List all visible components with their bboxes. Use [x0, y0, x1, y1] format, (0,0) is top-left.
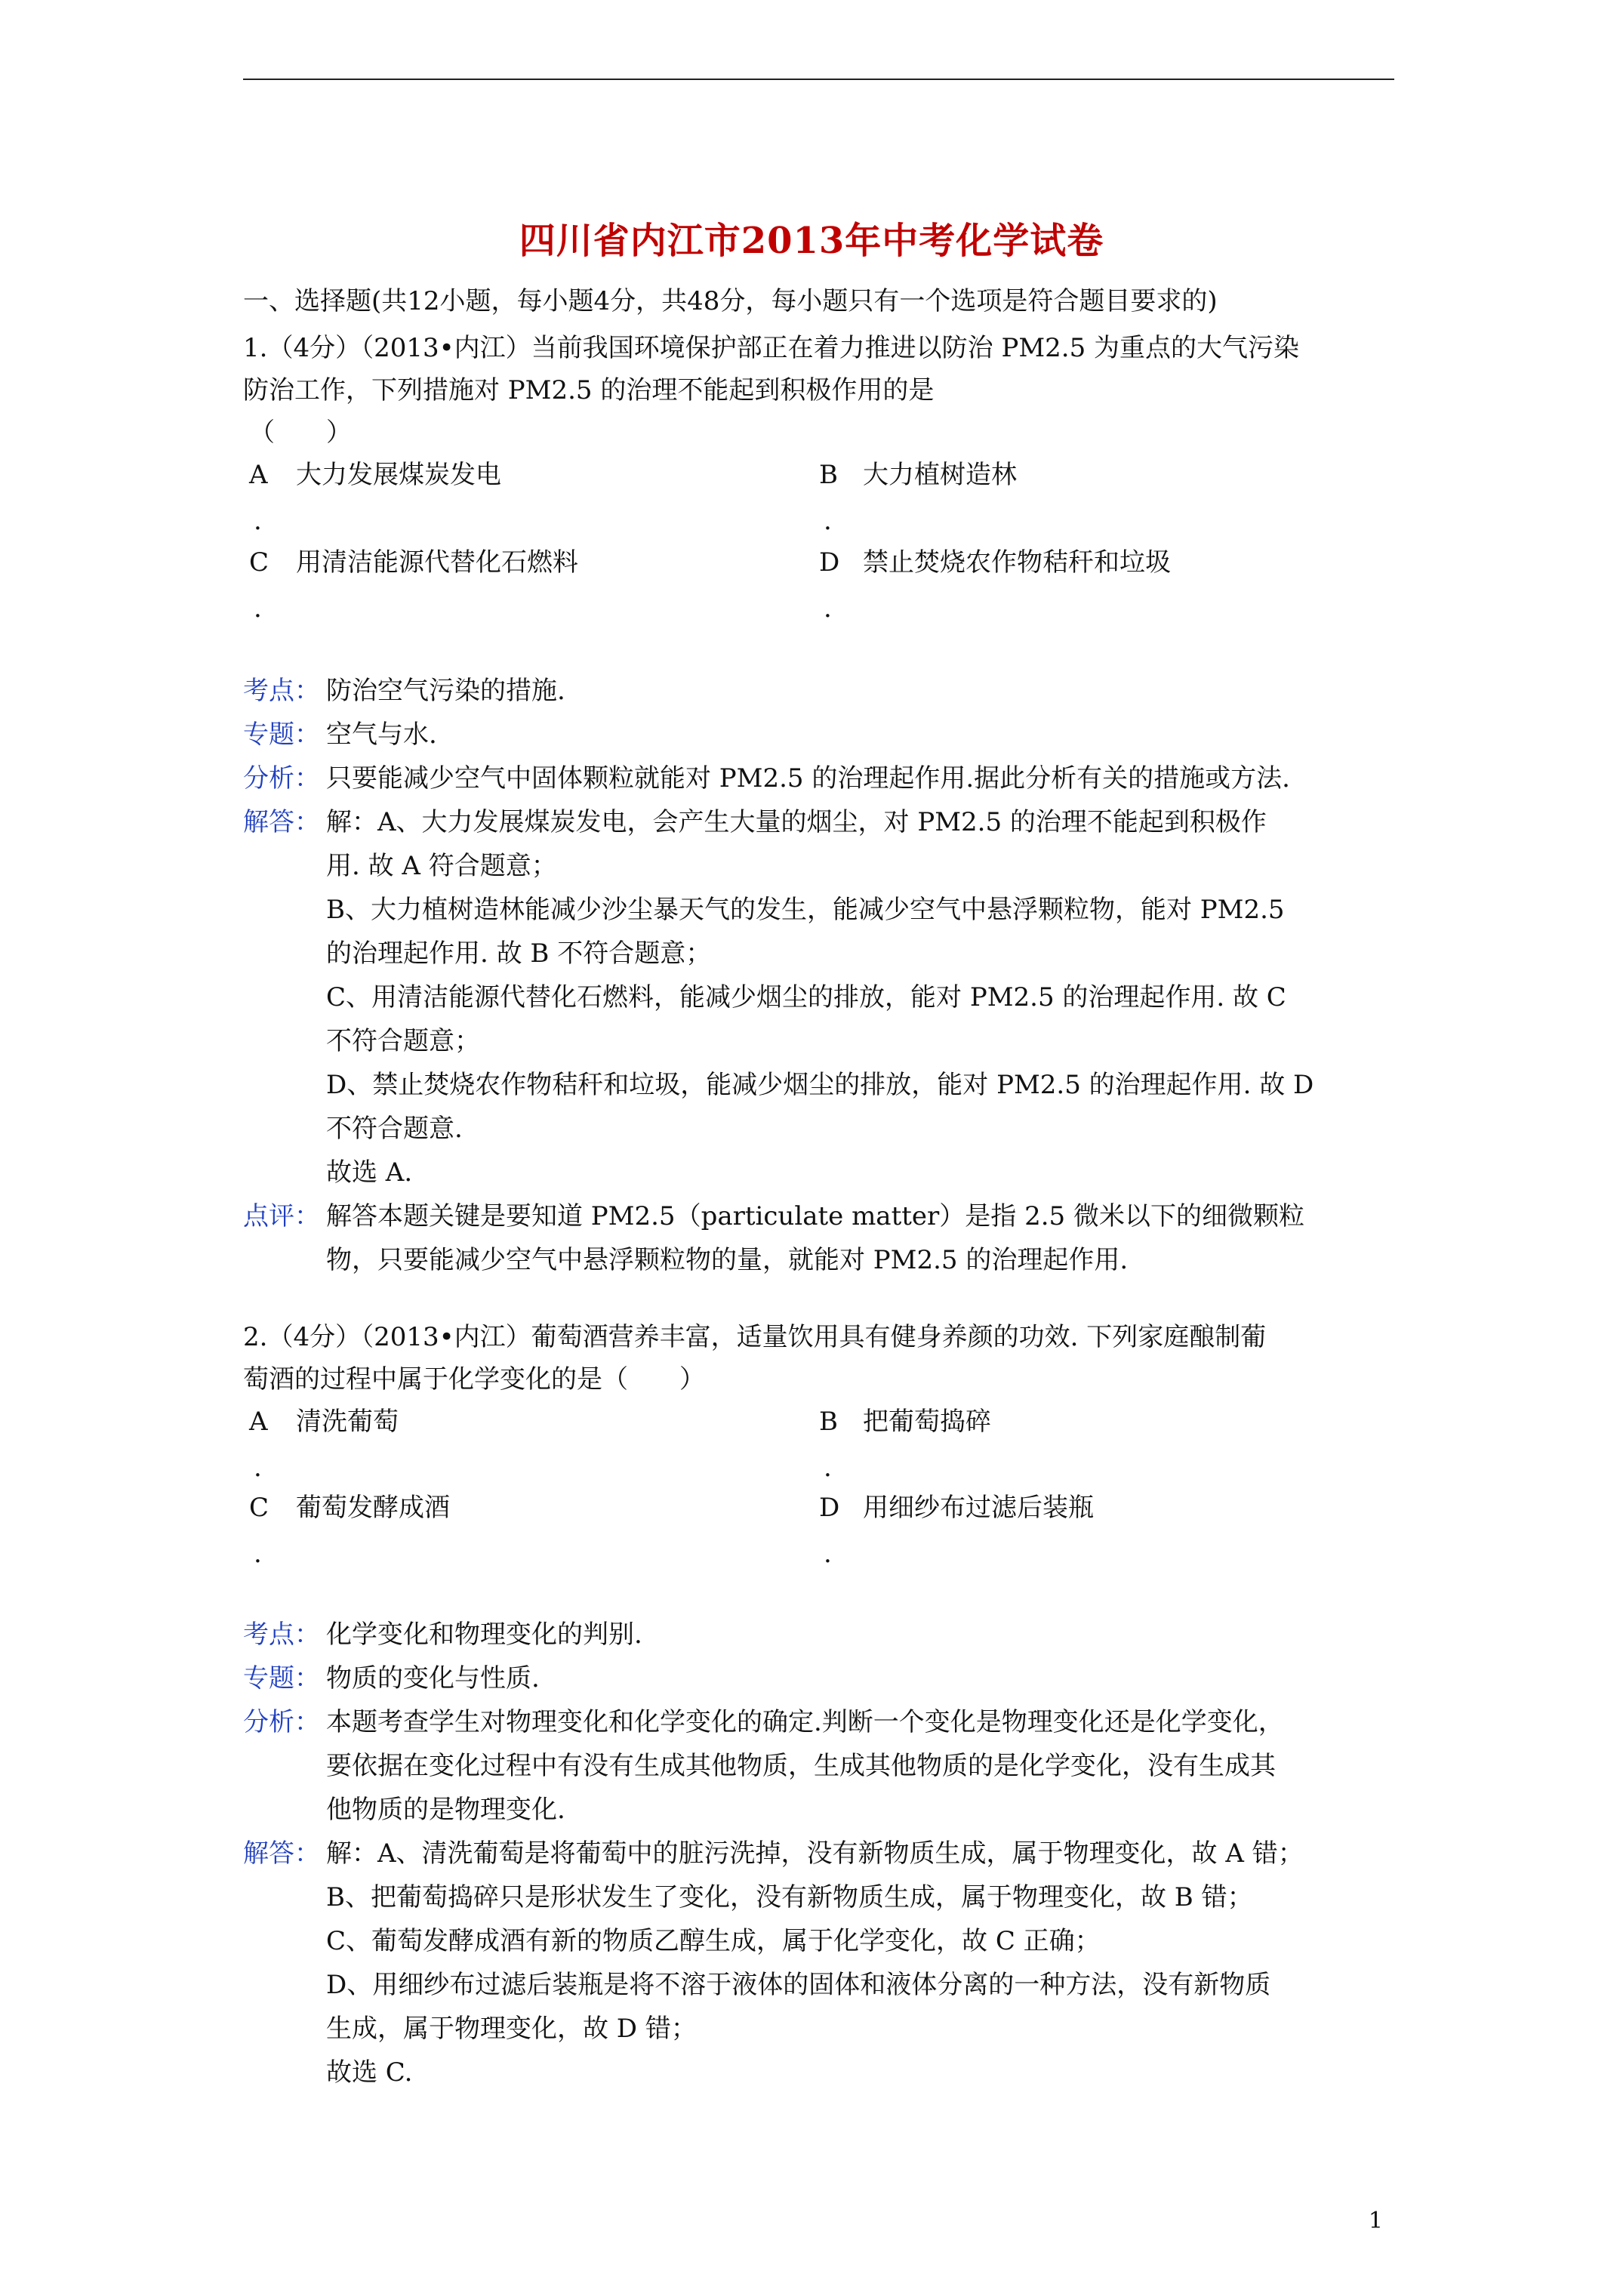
q1-option-dot: . — [254, 593, 262, 624]
q2-kaodian-label: 考点： — [243, 1620, 320, 1650]
q2-option-a-letter: A — [249, 1407, 268, 1437]
q1-option-a: 大力发展煤炭发电 — [296, 460, 501, 490]
q2-zhuanti: 物质的变化与性质. — [326, 1663, 540, 1693]
q1-jieda-line: B、大力植树造林能减少沙尘暴天气的发生，能减少空气中悬浮颗粒物，能对 PM2.5 — [326, 895, 1285, 925]
q2-stem-line2: 萄酒的过程中属于化学变化的是（ ） — [243, 1364, 705, 1395]
header-rule — [243, 79, 1394, 80]
q1-jieda-label: 解答： — [243, 807, 320, 837]
q1-answer-bracket: （ ） — [249, 418, 352, 448]
q1-jieda-line: 解：A、大力发展煤炭发电，会产生大量的烟尘，对 PM2.5 的治理不能起到积极作 — [326, 807, 1267, 837]
q2-jieda-label: 解答： — [243, 1838, 320, 1869]
q2-option-dot: . — [824, 1539, 832, 1569]
q2-option-b: 把葡萄捣碎 — [863, 1407, 991, 1437]
q1-zhuanti: 空气与水. — [326, 720, 437, 750]
q2-jieda-line: 生成，属于物理变化，故 D 错； — [326, 2014, 697, 2044]
q2-jieda-line: B、把葡萄捣碎只是形状发生了变化，没有新物质生成，属于物理变化，故 B 错； — [326, 1882, 1253, 1912]
q2-fenxi-label: 分析： — [243, 1707, 320, 1737]
q1-jieda-line: 的治理起作用. 故 B 不符合题意； — [326, 938, 712, 969]
q2-jieda-line: D、用细纱布过滤后装瓶是将不溶于液体的固体和液体分离的一种方法，没有新物质 — [326, 1970, 1271, 2000]
q1-option-b: 大力植树造林 — [863, 460, 1017, 490]
q2-option-d-letter: D — [819, 1493, 840, 1523]
q2-option-d: 用细纱布过滤后装瓶 — [863, 1493, 1094, 1523]
q2-option-c: 葡萄发酵成酒 — [296, 1493, 450, 1523]
section-header: 一、选择题(共12小题，每小题4分，共48分，每小题只有一个选项是符合题目要求的) — [243, 286, 1218, 316]
q1-kaodian-label: 考点： — [243, 676, 320, 706]
q1-option-c-letter: C — [249, 547, 269, 578]
q1-fenxi: 只要能减少空气中固体颗粒就能对 PM2.5 的治理起作用.据此分析有关的措施或方法. — [326, 763, 1290, 794]
q2-option-a: 清洗葡萄 — [296, 1407, 399, 1437]
q2-jieda-line: 故选 C. — [326, 2057, 413, 2088]
q1-dianping-line: 物，只要能减少空气中悬浮颗粒物的量，就能对 PM2.5 的治理起作用. — [326, 1245, 1129, 1275]
q1-fenxi-label: 分析： — [243, 763, 320, 794]
q1-jieda-line: D、禁止焚烧农作物秸秆和垃圾，能减少烟尘的排放，能对 PM2.5 的治理起作用. 故 D — [326, 1070, 1314, 1100]
q1-option-d: 禁止焚烧农作物秸秆和垃圾 — [863, 547, 1171, 578]
q1-kaodian: 防治空气污染的措施. — [326, 676, 565, 706]
q1-option-b-letter: B — [819, 460, 838, 490]
page-title: 四川省内江市2013年中考化学试卷 — [519, 220, 1104, 262]
q1-jieda-line: C、用清洁能源代替化石燃料，能减少烟尘的排放，能对 PM2.5 的治理起作用. 故 C — [326, 982, 1286, 1012]
q1-jieda-line: 用. 故 A 符合题意； — [326, 851, 557, 881]
q2-jieda-line: 解：A、清洗葡萄是将葡萄中的脏污洗掉，没有新物质生成，属于物理变化，故 A 错； — [326, 1838, 1304, 1869]
page-number: 1 — [1368, 2208, 1383, 2234]
q2-option-c-letter: C — [249, 1493, 269, 1523]
q2-fenxi-line: 他物质的是物理变化. — [326, 1795, 565, 1825]
q1-zhuanti-label: 专题： — [243, 720, 320, 750]
q1-jieda-line: 故选 A. — [326, 1157, 413, 1188]
q2-option-dot: . — [824, 1453, 832, 1483]
q1-option-d-letter: D — [819, 547, 840, 578]
q2-option-dot: . — [254, 1453, 262, 1483]
q2-option-dot: . — [254, 1539, 262, 1569]
q2-fenxi-line: 本题考查学生对物理变化和化学变化的确定.判断一个变化是物理变化还是化学变化， — [326, 1707, 1284, 1737]
q1-dianping-label: 点评： — [243, 1201, 320, 1231]
q2-fenxi-line: 要依据在变化过程中有没有生成其他物质，生成其他物质的是化学变化，没有生成其 — [326, 1751, 1276, 1781]
q2-zhuanti-label: 专题： — [243, 1663, 320, 1693]
q1-option-dot: . — [824, 593, 832, 624]
q1-jieda-line: 不符合题意. — [326, 1114, 463, 1144]
q1-option-a-letter: A — [249, 460, 268, 490]
q2-jieda-line: C、葡萄发酵成酒有新的物质乙醇生成，属于化学变化，故 C 正确； — [326, 1926, 1101, 1956]
q1-stem-line1: 1.（4分）（2013•内江）当前我国环境保护部正在着力推进以防治 PM2.5 为重点的大气污染 — [243, 333, 1300, 363]
q2-stem-line1: 2.（4分）（2013•内江）葡萄酒营养丰富，适量饮用具有健身养颜的功效. 下列家庭酿制葡 — [243, 1322, 1267, 1352]
q1-option-dot: . — [254, 506, 262, 536]
q1-jieda-line: 不符合题意； — [326, 1026, 480, 1056]
q2-option-b-letter: B — [819, 1407, 838, 1437]
q1-option-dot: . — [824, 506, 832, 536]
q1-option-c: 用清洁能源代替化石燃料 — [296, 547, 578, 578]
q2-kaodian: 化学变化和物理变化的判别. — [326, 1620, 642, 1650]
q1-dianping-line: 解答本题关键是要知道 PM2.5（particulate matter）是指 2.5 微米以下的细微颗粒 — [326, 1201, 1304, 1231]
q1-stem-line2: 防治工作，下列措施对 PM2.5 的治理不能起到积极作用的是 — [243, 375, 935, 405]
